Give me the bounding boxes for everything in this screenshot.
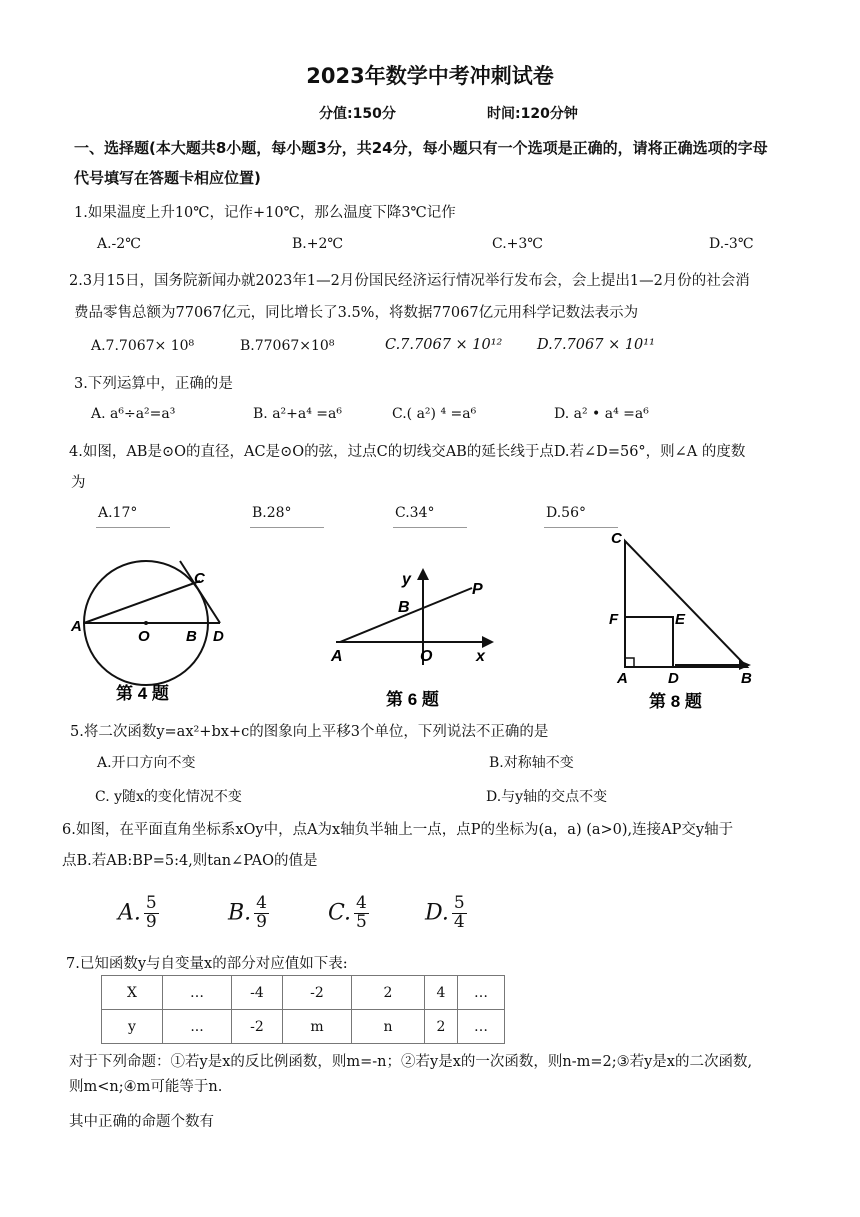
q4-option-b: B.28° [252,505,292,521]
fig8-label-c: C [611,530,622,547]
q5-stem: 5.将二次函数y=ax²+bx+c的图象向上平移3个单位，下列说法不正确的是 [70,724,549,740]
time-info: 时间:120分钟 [487,106,578,122]
q5-option-b: B.对称轴不变 [489,755,574,771]
table-cell: X [102,976,163,1010]
x-axis-arrow [482,636,494,648]
q6-option-a [118,895,159,932]
table-row [102,976,505,1010]
q6-option-d [425,895,467,932]
q4-option-a: A.17° [98,505,138,521]
q6-option-b-den: 9 [256,911,267,932]
q4-line1: 4.如图，AB是⊙O的直径，AC是⊙O的弦，过点C的切线交AB的延长线于点D.若∠D=56°，则∠A 的度数 [69,444,746,460]
q6-option-a-num: 5 [145,893,157,913]
table-cell: 4 [425,976,458,1010]
q7-propositions-line2: 则m<n;④m可能等于n. [69,1079,223,1095]
table-cell: … [458,976,505,1010]
q5-option-c: C. y随x的变化情况不变 [95,789,242,805]
q1-option-c: C.+3℃ [492,236,543,252]
square-afed [625,617,673,667]
q6-line2: 点B.若AB:BP=5:4,则tan∠PAO的值是 [62,853,318,869]
fig8-label-f: F [609,611,619,628]
q3-option-c: C.( a²) ⁴ =a⁶ [392,406,477,422]
q6-option-a-letter: A. [118,900,141,926]
fig8-label-e: E [675,611,686,628]
fig8-label-d: D [668,670,679,687]
fig6-label-p: P [472,581,483,598]
q4-option-a-underline [96,527,170,528]
q5-option-a: A.开口方向不变 [97,755,196,771]
fig6-caption: 第 6 题 [386,690,439,709]
fig4-label-c: C [194,570,205,587]
q3-option-d: D. a² • a⁴ =a⁶ [554,406,649,422]
table-cell: m [283,1010,352,1044]
triangle-abc [625,541,747,667]
table-cell: 2 [352,976,425,1010]
q6-option-b [228,895,269,932]
q6-option-c-den: 5 [356,911,367,932]
q4-line2: 为 [71,475,86,491]
q6-option-d-num: 5 [453,893,465,913]
fig6-label-x: x [476,648,485,665]
table-cell: -2 [232,1010,283,1044]
fig6-label-b: B [398,599,410,616]
chord-ac [84,581,200,623]
q6-option-a-den: 9 [145,911,157,932]
q3-option-b: B. a²+a⁴ =a⁶ [253,406,342,422]
fig4-label-d: D [213,628,224,645]
exam-title: 2023年数学中考冲刺试卷 [306,64,554,88]
table-cell: 2 [425,1010,458,1044]
fig4-label-o: O [138,628,150,645]
q2-option-c: C.7.7067 × 10¹² [385,337,503,353]
q6-option-d-fraction [452,895,467,932]
q2-option-d: D.7.7067 × 10¹¹ [537,337,655,353]
fig8-caption: 第 8 题 [649,692,702,711]
q6-line1: 6.如图，在平面直角坐标系xOy中，点A为x轴负半轴上一点，点P的坐标为(a，a) (a>0),连接AP交y轴于 [62,822,734,838]
q6-option-b-fraction [254,895,269,932]
q4-option-b-underline [250,527,324,528]
fig4-label-a: A [71,618,82,635]
q2-line2: 费品零售总额为77067亿元，同比增长了3.5%，将数据77067亿元用科学记数法表示为 [74,305,639,321]
q6-option-d-den: 4 [453,911,465,932]
q6-option-b-num: 4 [256,893,267,913]
q4-option-c-underline [393,527,467,528]
y-axis-arrow [417,568,429,580]
q5-option-d: D.与y轴的交点不变 [486,789,608,805]
figure-4 [62,545,242,715]
q6-option-c-num: 4 [356,893,367,913]
q4-option-d: D.56° [546,505,586,521]
fig4-label-b: B [186,628,197,645]
q7-question: 其中正确的命题个数有 [69,1114,214,1130]
table-cell: n [352,1010,425,1044]
q3-stem: 3.下列运算中，正确的是 [74,376,233,392]
fig8-label-b: B [741,670,752,687]
center-o [144,621,148,625]
q1-option-a: A.-2℃ [97,236,141,252]
q2-line1: 2.3月15日，国务院新闻办就2023年1—2月份国民经济运行情况举行发布会，会上提出1—2月份的社会消 [69,273,750,289]
figure-8 [605,527,770,715]
figure-6 [322,560,502,715]
right-angle-mark [626,658,634,666]
fig8-label-a: A [617,670,628,687]
table-cell: y [102,1010,163,1044]
q7-value-table [101,975,505,1044]
q2-option-b: B.77067×10⁸ [240,338,335,354]
q6-option-c-fraction [354,895,369,932]
q2-option-a: A.7.7067× 10⁸ [91,338,195,354]
arrow-db-head [739,660,751,670]
fig6-label-y: y [402,571,411,588]
q3-option-a: A. a⁶÷a²=a³ [91,406,176,422]
q7-propositions-line1: 对于下列命题：①若y是x的反比例函数，则m=-n；②若y是x的一次函数，则n-m=2;③若y是x的二次函数, [69,1054,753,1070]
table-cell: ... [163,1010,232,1044]
fig6-label-a: A [331,648,343,665]
q6-option-c-letter: C. [328,900,352,926]
q6-option-b-letter: B. [228,900,252,926]
q7-stem: 7.已知函数y与自变量x的部分对应值如下表: [66,956,348,972]
section-heading-line1: 一、选择题(本大题共8小题，每小题3分，共24分，每小题只有一个选项是正确的，请将正确选项的字母 [74,139,768,157]
q6-option-d-letter: D. [425,900,449,926]
fig4-caption: 第 4 题 [116,684,169,703]
q1-option-d: D.-3℃ [709,236,754,252]
q6-option-a-fraction [144,895,159,932]
fig6-label-o: O [420,648,433,665]
section-heading-line2: 代号填写在答题卡相应位置) [74,169,261,187]
q1-option-b: B.+2℃ [292,236,344,252]
table-cell: … [458,1010,505,1044]
table-cell: -4 [232,976,283,1010]
q4-option-c: C.34° [395,505,435,521]
table-cell: … [163,976,232,1010]
q6-option-c [328,895,369,932]
q1-stem: 1.如果温度上升10℃，记作+10℃，那么温度下降3℃记作 [74,205,456,221]
table-cell: -2 [283,976,352,1010]
table-row [102,1010,505,1044]
score-info: 分值:150分 [319,106,396,122]
